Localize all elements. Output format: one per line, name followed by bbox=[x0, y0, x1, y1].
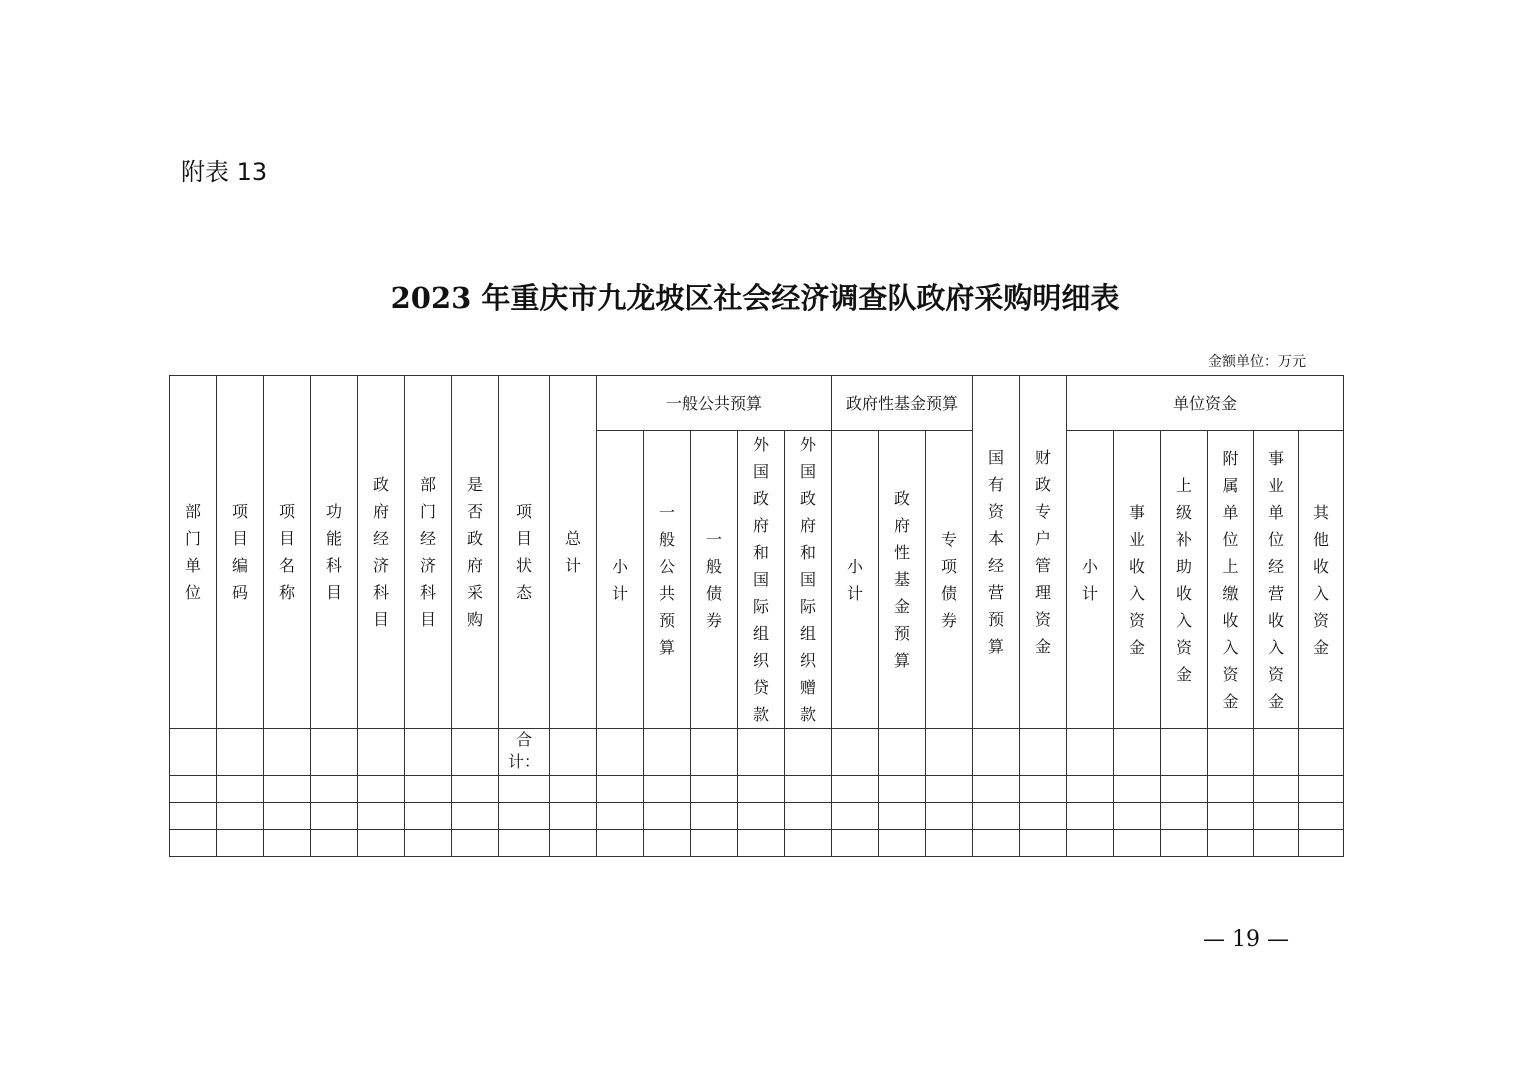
amount-unit-note: 金额单位：万元 bbox=[1208, 354, 1306, 370]
header-gfb-gov-fund: 政府性基金预算 bbox=[879, 431, 926, 729]
document-title: 2023 年重庆市九龙坡区社会经济调查队政府采购明细表 bbox=[390, 281, 1120, 315]
header-gpb-foreign-grant: 外国政府和国际组织赠款 bbox=[785, 431, 832, 729]
page-number: — 19 — bbox=[1203, 927, 1289, 952]
header-uf-affiliated-income: 附属单位上缴收入资金 bbox=[1208, 431, 1254, 729]
header-gfb-special-bond: 专项债券 bbox=[926, 431, 973, 729]
header-dept-unit: 部门单位 bbox=[170, 376, 217, 729]
header-uf-superior-subsidy: 上级补助收入资金 bbox=[1161, 431, 1208, 729]
attachment-label: 附表 13 bbox=[181, 158, 268, 186]
table-row bbox=[170, 830, 1344, 857]
header-group-gov-fund-budget: 政府性基金预算 bbox=[832, 376, 973, 431]
header-gpb-subtotal: 小计 bbox=[597, 431, 644, 729]
header-state-capital: 国有资本经营预算 bbox=[973, 376, 1020, 729]
header-uf-business-income: 事业收入资金 bbox=[1114, 431, 1161, 729]
total-row-label: 合计： bbox=[499, 729, 550, 776]
table-row-total bbox=[170, 729, 1344, 776]
header-group-unit-funds: 单位资金 bbox=[1067, 376, 1344, 431]
table-row bbox=[170, 776, 1344, 803]
table-row bbox=[170, 803, 1344, 830]
header-is-gov-procurement: 是否政府采购 bbox=[452, 376, 499, 729]
header-project-status: 项目状态 bbox=[499, 376, 550, 729]
header-project-code: 项目编码 bbox=[217, 376, 264, 729]
header-gpb-general-public: 一般公共预算 bbox=[644, 431, 691, 729]
header-dept-econ-subject: 部门经济科目 bbox=[405, 376, 452, 729]
header-uf-business-operating: 事业单位经营收入资金 bbox=[1254, 431, 1299, 729]
header-uf-subtotal: 小计 bbox=[1067, 431, 1114, 729]
procurement-table bbox=[169, 375, 1344, 857]
header-group-general-public-budget: 一般公共预算 bbox=[597, 376, 832, 431]
header-gfb-subtotal: 小计 bbox=[832, 431, 879, 729]
header-gov-econ-subject: 政府经济科目 bbox=[358, 376, 405, 729]
header-row-groups bbox=[170, 376, 1344, 431]
header-gpb-general-bond: 一般债券 bbox=[691, 431, 738, 729]
header-total: 总计 bbox=[550, 376, 597, 729]
header-uf-other-income: 其他收入资金 bbox=[1299, 431, 1344, 729]
header-function-subject: 功能科目 bbox=[311, 376, 358, 729]
header-project-name: 项目名称 bbox=[264, 376, 311, 729]
header-gpb-foreign-loan: 外国政府和国际组织贷款 bbox=[738, 431, 785, 729]
header-fiscal-account: 财政专户管理资金 bbox=[1020, 376, 1067, 729]
